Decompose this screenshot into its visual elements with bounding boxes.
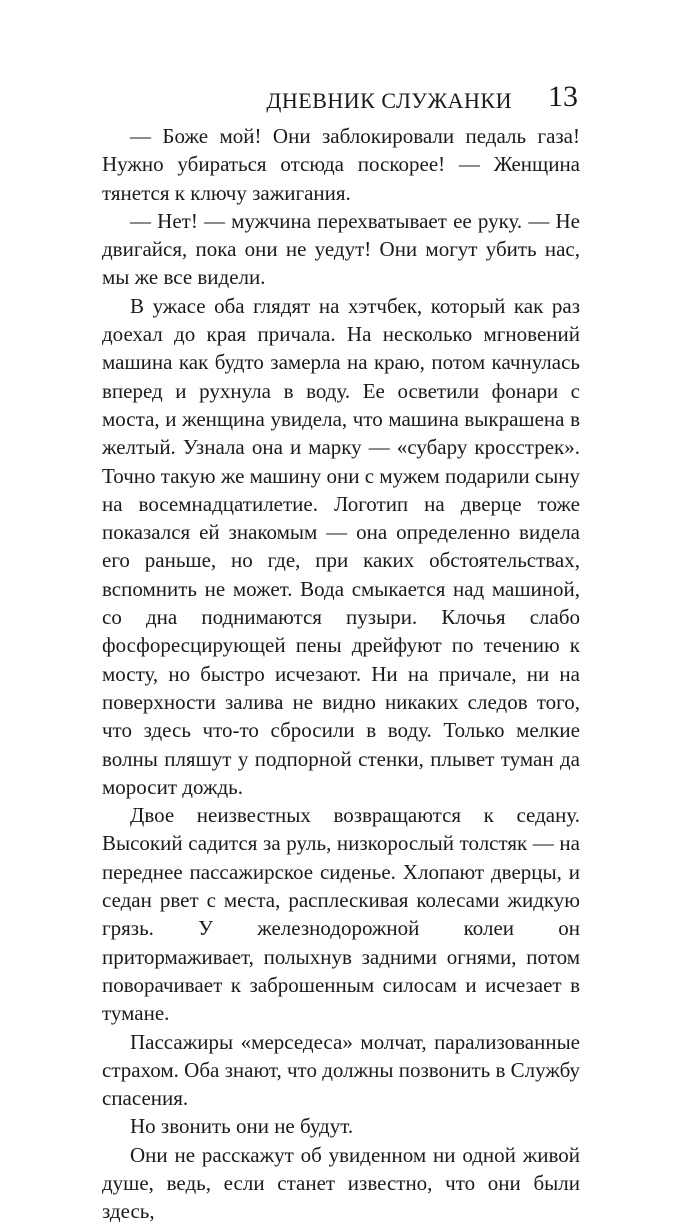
paragraph-4: Двое неизвестных возвращаются к седану. Высокий садится за руль, низкорослый толстяк — на переднее пассажирское сиденье. Хлопают дверцы, и седан рвет с места, расплескивая колесами жидкую грязь. У железнодорожной колеи он притормаживает, полыхнув задними огнями, потом поворачивает к заброшенным силосам и исчезает в тумане.: [102, 803, 580, 1026]
running-title: ДНЕВНИК СЛУЖАНКИ: [266, 88, 512, 113]
paragraph-5: Пассажиры «мерседеса» молчат, парализованные страхом. Оба знают, что должны позвонить в Службу спасения.: [102, 1029, 580, 1111]
text-body: [102, 122, 580, 1226]
paragraph-2: — Нет! — мужчина перехватывает ее руку. — Не двигайся, пока они не уедут! Они могут убить нас, мы же все видели.: [102, 208, 580, 290]
paragraph-1: — Боже мой! Они заблокировали педаль газа! Нужно убираться отсюда поскорее! — Женщина тянется к ключу зажигания.: [102, 124, 580, 205]
paragraph-3: В ужасе оба глядят на хэтчбек, который как раз доехал до края причала. На несколько мгновений машина как будто замерла на краю, потом качнулась вперед и рухнула в воду. Ее осветили фонари с моста, и женщина увидела, что машина выкрашена в желтый. Узнала она и марку — «субару кросстрек». Точно такую же машину они с мужем подарили сыну на восемнадцатилетие. Логотип на дверце тоже показался ей знакомым — она определенно видела его раньше, но где, при каких обстоятельствах, вспомнить не может. Вода смыкается над машиной, со дна поднимаются пузыри. Клочья слабо фосфоресцирующей пены дрейфуют по течению к мосту, но быстро исчезают. Ни на причале, ни на поверхности залива не видно никаких следов того, что здесь что-то сбросили в воду. Только мелкие волны пляшут у подпорной стенки, плывет туман да моросит дождь.: [102, 293, 580, 799]
paragraph-7: Они не расскажут об увиденном ни одной живой душе, ведь, если станет известно, что они были здесь,: [102, 1142, 580, 1224]
page-number: 13: [548, 80, 578, 113]
paragraph-6: Но звонить они не будут.: [130, 1114, 354, 1139]
page-header: [102, 82, 578, 122]
